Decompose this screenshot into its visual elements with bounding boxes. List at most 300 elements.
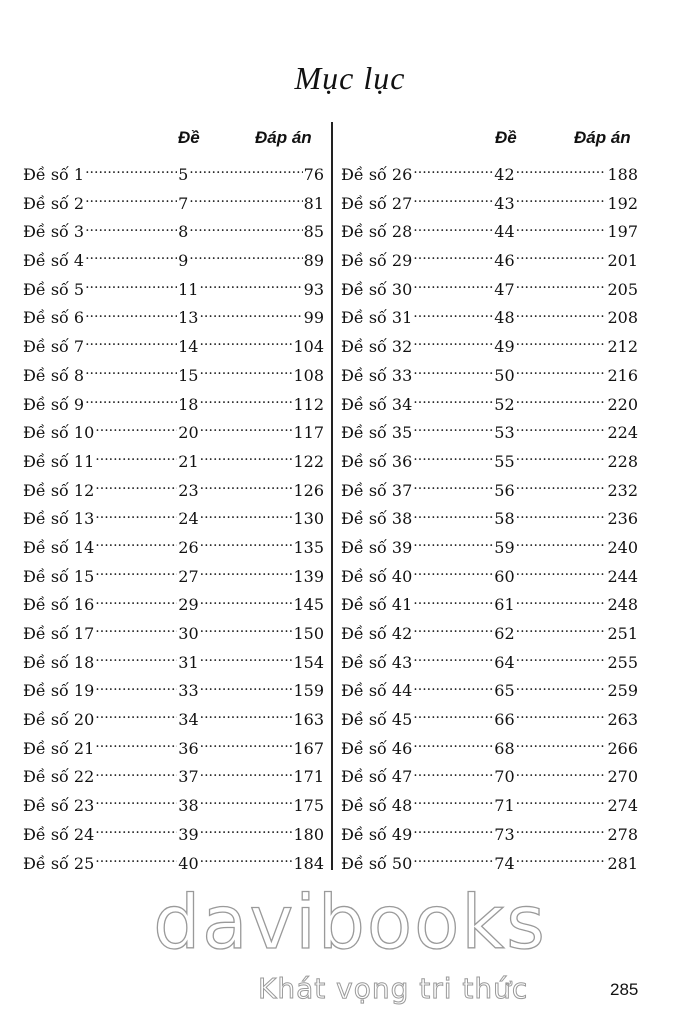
page-de: 65 [494, 681, 515, 701]
toc-entry [341, 390, 638, 419]
page-de: 74 [494, 853, 515, 873]
entry-label: Đề số 4 [23, 251, 85, 271]
dot-leader [516, 361, 607, 381]
dot-leader [413, 849, 493, 869]
page-dap-an: 89 [303, 251, 324, 271]
entry-label: Đề số 30 [341, 279, 413, 299]
toc-entry [23, 762, 324, 791]
dot-leader [200, 791, 293, 811]
page-dap-an: 99 [303, 308, 324, 328]
page-dap-an: 212 [607, 337, 638, 357]
entry-label: Đề số 50 [341, 853, 413, 873]
entry-label: Đề số 35 [341, 423, 413, 443]
dot-leader [516, 303, 607, 323]
toc-entry [341, 562, 638, 591]
toc-column-left [23, 124, 324, 877]
dot-leader [516, 849, 607, 869]
page-dap-an: 104 [293, 337, 324, 357]
dot-leader [516, 619, 607, 639]
entry-label: Đề số 49 [341, 824, 413, 844]
dot-leader [200, 504, 293, 524]
dot-leader [200, 849, 293, 869]
toc-entry [23, 332, 324, 361]
page-de: 73 [494, 824, 515, 844]
page-de: 43 [494, 193, 515, 213]
page-dap-an: 201 [607, 251, 638, 271]
dot-leader [85, 390, 177, 410]
header-dap-an: Đáp án [255, 128, 312, 147]
page-de: 64 [494, 652, 515, 672]
page-de: 9 [178, 251, 189, 271]
dot-leader [199, 361, 292, 381]
dot-leader [200, 418, 293, 438]
page-de: 52 [494, 394, 515, 414]
page-dap-an: 150 [293, 624, 324, 643]
toc-entry [341, 361, 638, 390]
page-number: 285 [610, 980, 639, 999]
dot-leader [413, 418, 493, 438]
page-dap-an: 145 [293, 595, 324, 615]
page-de: 66 [494, 710, 515, 730]
page-de: 68 [494, 738, 515, 758]
toc-entry [341, 189, 638, 218]
dot-leader [200, 562, 293, 582]
page-de: 21 [178, 451, 199, 471]
page-dap-an: 270 [607, 767, 638, 787]
toc-entry [341, 762, 638, 791]
toc-entry [23, 533, 324, 562]
watermark-slogan: Khát vọng tri thức [258, 972, 529, 1005]
entry-label: Đề số 44 [341, 681, 413, 701]
dot-leader [189, 189, 302, 209]
header-de: Đề [495, 128, 517, 147]
header-dap-an: Đáp án [574, 128, 631, 147]
toc-entry [341, 533, 638, 562]
page-dap-an: 188 [607, 165, 638, 184]
page-dap-an: 216 [607, 365, 638, 385]
toc-entry [23, 390, 324, 419]
entry-label: Đề số 9 [23, 394, 85, 414]
dot-leader [95, 504, 177, 524]
page-de: 8 [178, 222, 189, 242]
dot-leader [516, 476, 607, 496]
page-dap-an: 220 [607, 394, 638, 414]
entry-label: Đề số 43 [341, 652, 413, 672]
dot-leader [200, 590, 293, 610]
dot-leader [413, 590, 493, 610]
dot-leader [85, 160, 177, 180]
page-de: 49 [494, 337, 515, 357]
dot-leader [413, 476, 493, 496]
dot-leader [516, 447, 607, 467]
toc-entry [23, 447, 324, 476]
dot-leader [199, 303, 302, 323]
toc-entry [341, 160, 638, 189]
page-dap-an: 167 [293, 738, 324, 758]
entry-label: Đề số 16 [23, 595, 95, 615]
page-dap-an: 126 [293, 480, 324, 500]
page-de: 46 [494, 251, 515, 271]
toc-entry [341, 648, 638, 677]
toc-entry [341, 590, 638, 619]
page-de: 31 [178, 652, 199, 672]
page-dap-an: 108 [293, 365, 324, 385]
dot-leader [516, 390, 607, 410]
toc-entry [341, 275, 638, 304]
dot-leader [95, 705, 177, 725]
entry-label: Đề số 26 [341, 165, 413, 184]
entry-label: Đề số 33 [341, 365, 413, 385]
toc-entry [23, 160, 324, 189]
page-dap-an: 85 [303, 222, 324, 242]
dot-leader [200, 762, 293, 782]
page-dap-an: 130 [293, 509, 324, 529]
dot-leader [516, 820, 607, 840]
page-de: 44 [494, 222, 515, 242]
page-de: 61 [494, 595, 515, 615]
page-dap-an: 274 [607, 796, 638, 816]
entry-label: Đề số 6 [23, 308, 85, 328]
page-dap-an: 171 [293, 767, 324, 787]
toc-entry [23, 246, 324, 275]
dot-leader [413, 303, 493, 323]
page-de: 27 [178, 566, 199, 586]
entry-label: Đề số 37 [341, 480, 413, 500]
entry-label: Đề số 22 [23, 767, 95, 787]
page-dap-an: 122 [293, 451, 324, 471]
toc-entry [341, 418, 638, 447]
dot-leader [85, 332, 177, 352]
toc-entry [23, 590, 324, 619]
page-de: 38 [178, 796, 199, 816]
dot-leader [85, 303, 177, 323]
entry-label: Đề số 45 [341, 710, 413, 730]
dot-leader [85, 361, 177, 381]
dot-leader [200, 676, 293, 696]
page-dap-an: 81 [303, 193, 324, 213]
entry-label: Đề số 38 [341, 509, 413, 529]
entry-label: Đề số 2 [23, 193, 85, 213]
dot-leader [95, 791, 177, 811]
entry-label: Đề số 40 [341, 566, 413, 586]
page-de: 33 [178, 681, 199, 701]
toc-entry [23, 303, 324, 332]
dot-leader [516, 332, 607, 352]
toc-entry [23, 562, 324, 591]
entry-label: Đề số 8 [23, 365, 85, 385]
dot-leader [85, 246, 177, 266]
dot-leader [95, 734, 177, 754]
toc-entry [341, 246, 638, 275]
dot-leader [200, 447, 293, 467]
toc-entry [23, 476, 324, 505]
page-dap-an: 93 [303, 279, 324, 299]
dot-leader [516, 590, 607, 610]
page-dap-an: 184 [293, 853, 324, 873]
dot-leader [516, 160, 607, 180]
page-dap-an: 154 [293, 652, 324, 672]
dot-leader [413, 160, 493, 180]
page-dap-an: 259 [607, 681, 638, 701]
entry-label: Đề số 1 [23, 165, 85, 184]
entry-label: Đề số 17 [23, 624, 95, 643]
entry-label: Đề số 12 [23, 480, 95, 500]
page-de: 15 [178, 365, 199, 385]
page-de: 71 [494, 796, 515, 816]
entry-label: Đề số 23 [23, 796, 95, 816]
page-de: 11 [178, 279, 199, 299]
page-de: 62 [494, 624, 515, 643]
dot-leader [413, 676, 493, 696]
entry-label: Đề số 5 [23, 279, 85, 299]
entry-label: Đề số 7 [23, 337, 85, 357]
column-header [23, 124, 324, 160]
toc-entry [23, 189, 324, 218]
dot-leader [189, 217, 302, 237]
dot-leader [85, 217, 177, 237]
entry-label: Đề số 18 [23, 652, 95, 672]
dot-leader [95, 849, 177, 869]
dot-leader [413, 619, 493, 639]
toc-entry [23, 734, 324, 763]
dot-leader [516, 676, 607, 696]
entry-label: Đề số 27 [341, 193, 413, 213]
toc-entry [341, 447, 638, 476]
page-dap-an: 248 [607, 595, 638, 615]
toc-entry [341, 504, 638, 533]
entry-label: Đề số 42 [341, 624, 413, 643]
entry-label: Đề số 3 [23, 222, 85, 242]
dot-leader [200, 734, 293, 754]
toc-entry [23, 676, 324, 705]
dot-leader [516, 762, 607, 782]
page-de: 50 [494, 365, 515, 385]
entry-label: Đề số 46 [341, 738, 413, 758]
dot-leader [516, 275, 607, 295]
dot-leader [413, 762, 493, 782]
page-de: 53 [494, 423, 515, 443]
page-dap-an: 236 [607, 509, 638, 529]
dot-leader [516, 217, 607, 237]
toc-entry [23, 418, 324, 447]
page-dap-an: 232 [607, 480, 638, 500]
dot-leader [95, 762, 177, 782]
page-title: Mục lục [294, 60, 406, 96]
dot-leader [200, 476, 293, 496]
page-de: 13 [178, 308, 199, 328]
toc-entry [341, 476, 638, 505]
page-de: 7 [178, 193, 189, 213]
dot-leader [413, 820, 493, 840]
toc-entry [341, 705, 638, 734]
dot-leader [413, 217, 493, 237]
page-de: 24 [178, 509, 199, 529]
toc-entry [341, 332, 638, 361]
entry-label: Đề số 24 [23, 824, 95, 844]
dot-leader [95, 447, 177, 467]
dot-leader [413, 791, 493, 811]
page-dap-an: 139 [293, 566, 324, 586]
entry-label: Đề số 47 [341, 767, 413, 787]
page-dap-an: 117 [293, 423, 324, 443]
dot-leader [85, 275, 177, 295]
dot-leader [516, 705, 607, 725]
page-dap-an: 251 [607, 624, 638, 643]
dot-leader [200, 619, 293, 639]
dot-leader [189, 160, 302, 180]
page-dap-an: 175 [293, 796, 324, 816]
page-de: 40 [178, 853, 199, 873]
dot-leader [413, 189, 493, 209]
page-de: 55 [494, 451, 515, 471]
dot-leader [413, 246, 493, 266]
page-de: 59 [494, 537, 515, 557]
entry-label: Đề số 39 [341, 537, 413, 557]
dot-leader [200, 648, 293, 668]
column-divider [331, 122, 333, 870]
page-de: 30 [178, 624, 199, 643]
entry-label: Đề số 15 [23, 566, 95, 586]
dot-leader [516, 533, 607, 553]
page-de: 34 [178, 710, 199, 730]
page-dap-an: 263 [607, 710, 638, 730]
page-de: 23 [178, 480, 199, 500]
entry-label: Đề số 41 [341, 595, 413, 615]
entry-label: Đề số 29 [341, 251, 413, 271]
page-de: 14 [178, 337, 199, 357]
dot-leader [516, 791, 607, 811]
dot-leader [95, 820, 177, 840]
dot-leader [413, 562, 493, 582]
dot-leader [95, 590, 177, 610]
dot-leader [413, 361, 493, 381]
dot-leader [200, 533, 293, 553]
page-de: 42 [494, 165, 515, 184]
entry-label: Đề số 28 [341, 222, 413, 242]
page-de: 60 [494, 566, 515, 586]
page-dap-an: 240 [607, 537, 638, 557]
page-dap-an: 228 [607, 451, 638, 471]
page-de: 47 [494, 279, 515, 299]
page-de: 20 [178, 423, 199, 443]
column-header [341, 124, 638, 160]
page-dap-an: 112 [293, 394, 324, 414]
dot-leader [95, 648, 177, 668]
page-dap-an: 208 [607, 308, 638, 328]
entry-label: Đề số 11 [23, 451, 95, 471]
page-de: 26 [178, 537, 199, 557]
page-dap-an: 135 [293, 537, 324, 557]
dot-leader [95, 418, 177, 438]
entry-label: Đề số 20 [23, 710, 95, 730]
entry-label: Đề số 25 [23, 853, 95, 873]
dot-leader [516, 648, 607, 668]
page-dap-an: 224 [607, 423, 638, 443]
page-dap-an: 180 [293, 824, 324, 844]
toc-entry [23, 275, 324, 304]
entry-label: Đề số 13 [23, 509, 95, 529]
dot-leader [516, 246, 607, 266]
dot-leader [95, 619, 177, 639]
page-dap-an: 159 [293, 681, 324, 701]
page-dap-an: 205 [607, 279, 638, 299]
dot-leader [85, 189, 177, 209]
page-de: 58 [494, 509, 515, 529]
dot-leader [413, 275, 493, 295]
toc-entry [341, 820, 638, 849]
page-dap-an: 163 [293, 710, 324, 730]
toc-entry [23, 648, 324, 677]
dot-leader [413, 734, 493, 754]
page-de: 5 [178, 165, 189, 184]
page-dap-an: 76 [303, 165, 324, 184]
entry-label: Đề số 36 [341, 451, 413, 471]
page-de: 18 [178, 394, 199, 414]
toc-entry [341, 849, 638, 878]
entry-label: Đề số 48 [341, 796, 413, 816]
dot-leader [200, 705, 293, 725]
page-dap-an: 255 [607, 652, 638, 672]
dot-leader [516, 189, 607, 209]
page-de: 48 [494, 308, 515, 328]
toc-entry [341, 217, 638, 246]
page-de: 36 [178, 738, 199, 758]
entry-label: Đề số 32 [341, 337, 413, 357]
dot-leader [199, 332, 292, 352]
dot-leader [199, 390, 292, 410]
dot-leader [413, 648, 493, 668]
toc-entry [23, 849, 324, 878]
toc-entry [341, 791, 638, 820]
page-de: 29 [178, 595, 199, 615]
entry-label: Đề số 19 [23, 681, 95, 701]
entry-label: Đề số 34 [341, 394, 413, 414]
dot-leader [516, 504, 607, 524]
dot-leader [413, 390, 493, 410]
dot-leader [95, 533, 177, 553]
toc-entry [23, 217, 324, 246]
toc-entry [341, 734, 638, 763]
dot-leader [95, 562, 177, 582]
page-dap-an: 244 [607, 566, 638, 586]
toc-entry [23, 619, 324, 648]
page-dap-an: 197 [607, 222, 638, 242]
toc-entry [23, 705, 324, 734]
dot-leader [95, 676, 177, 696]
page-dap-an: 192 [607, 193, 638, 213]
page-dap-an: 281 [607, 853, 638, 873]
entry-label: Đề số 21 [23, 738, 95, 758]
dot-leader [95, 476, 177, 496]
dot-leader [189, 246, 302, 266]
dot-leader [516, 734, 607, 754]
page-dap-an: 266 [607, 738, 638, 758]
dot-leader [413, 533, 493, 553]
page-de: 39 [178, 824, 199, 844]
entry-label: Đề số 31 [341, 308, 413, 328]
dot-leader [413, 447, 493, 467]
dot-leader [199, 275, 302, 295]
toc-entry [341, 619, 638, 648]
dot-leader [413, 705, 493, 725]
page-dap-an: 278 [607, 824, 638, 844]
toc-entry [341, 676, 638, 705]
watermark-brand: davibooks [153, 880, 547, 966]
toc-column-right [341, 124, 638, 877]
dot-leader [413, 504, 493, 524]
header-de: Đề [178, 128, 200, 147]
page-de: 37 [178, 767, 199, 787]
